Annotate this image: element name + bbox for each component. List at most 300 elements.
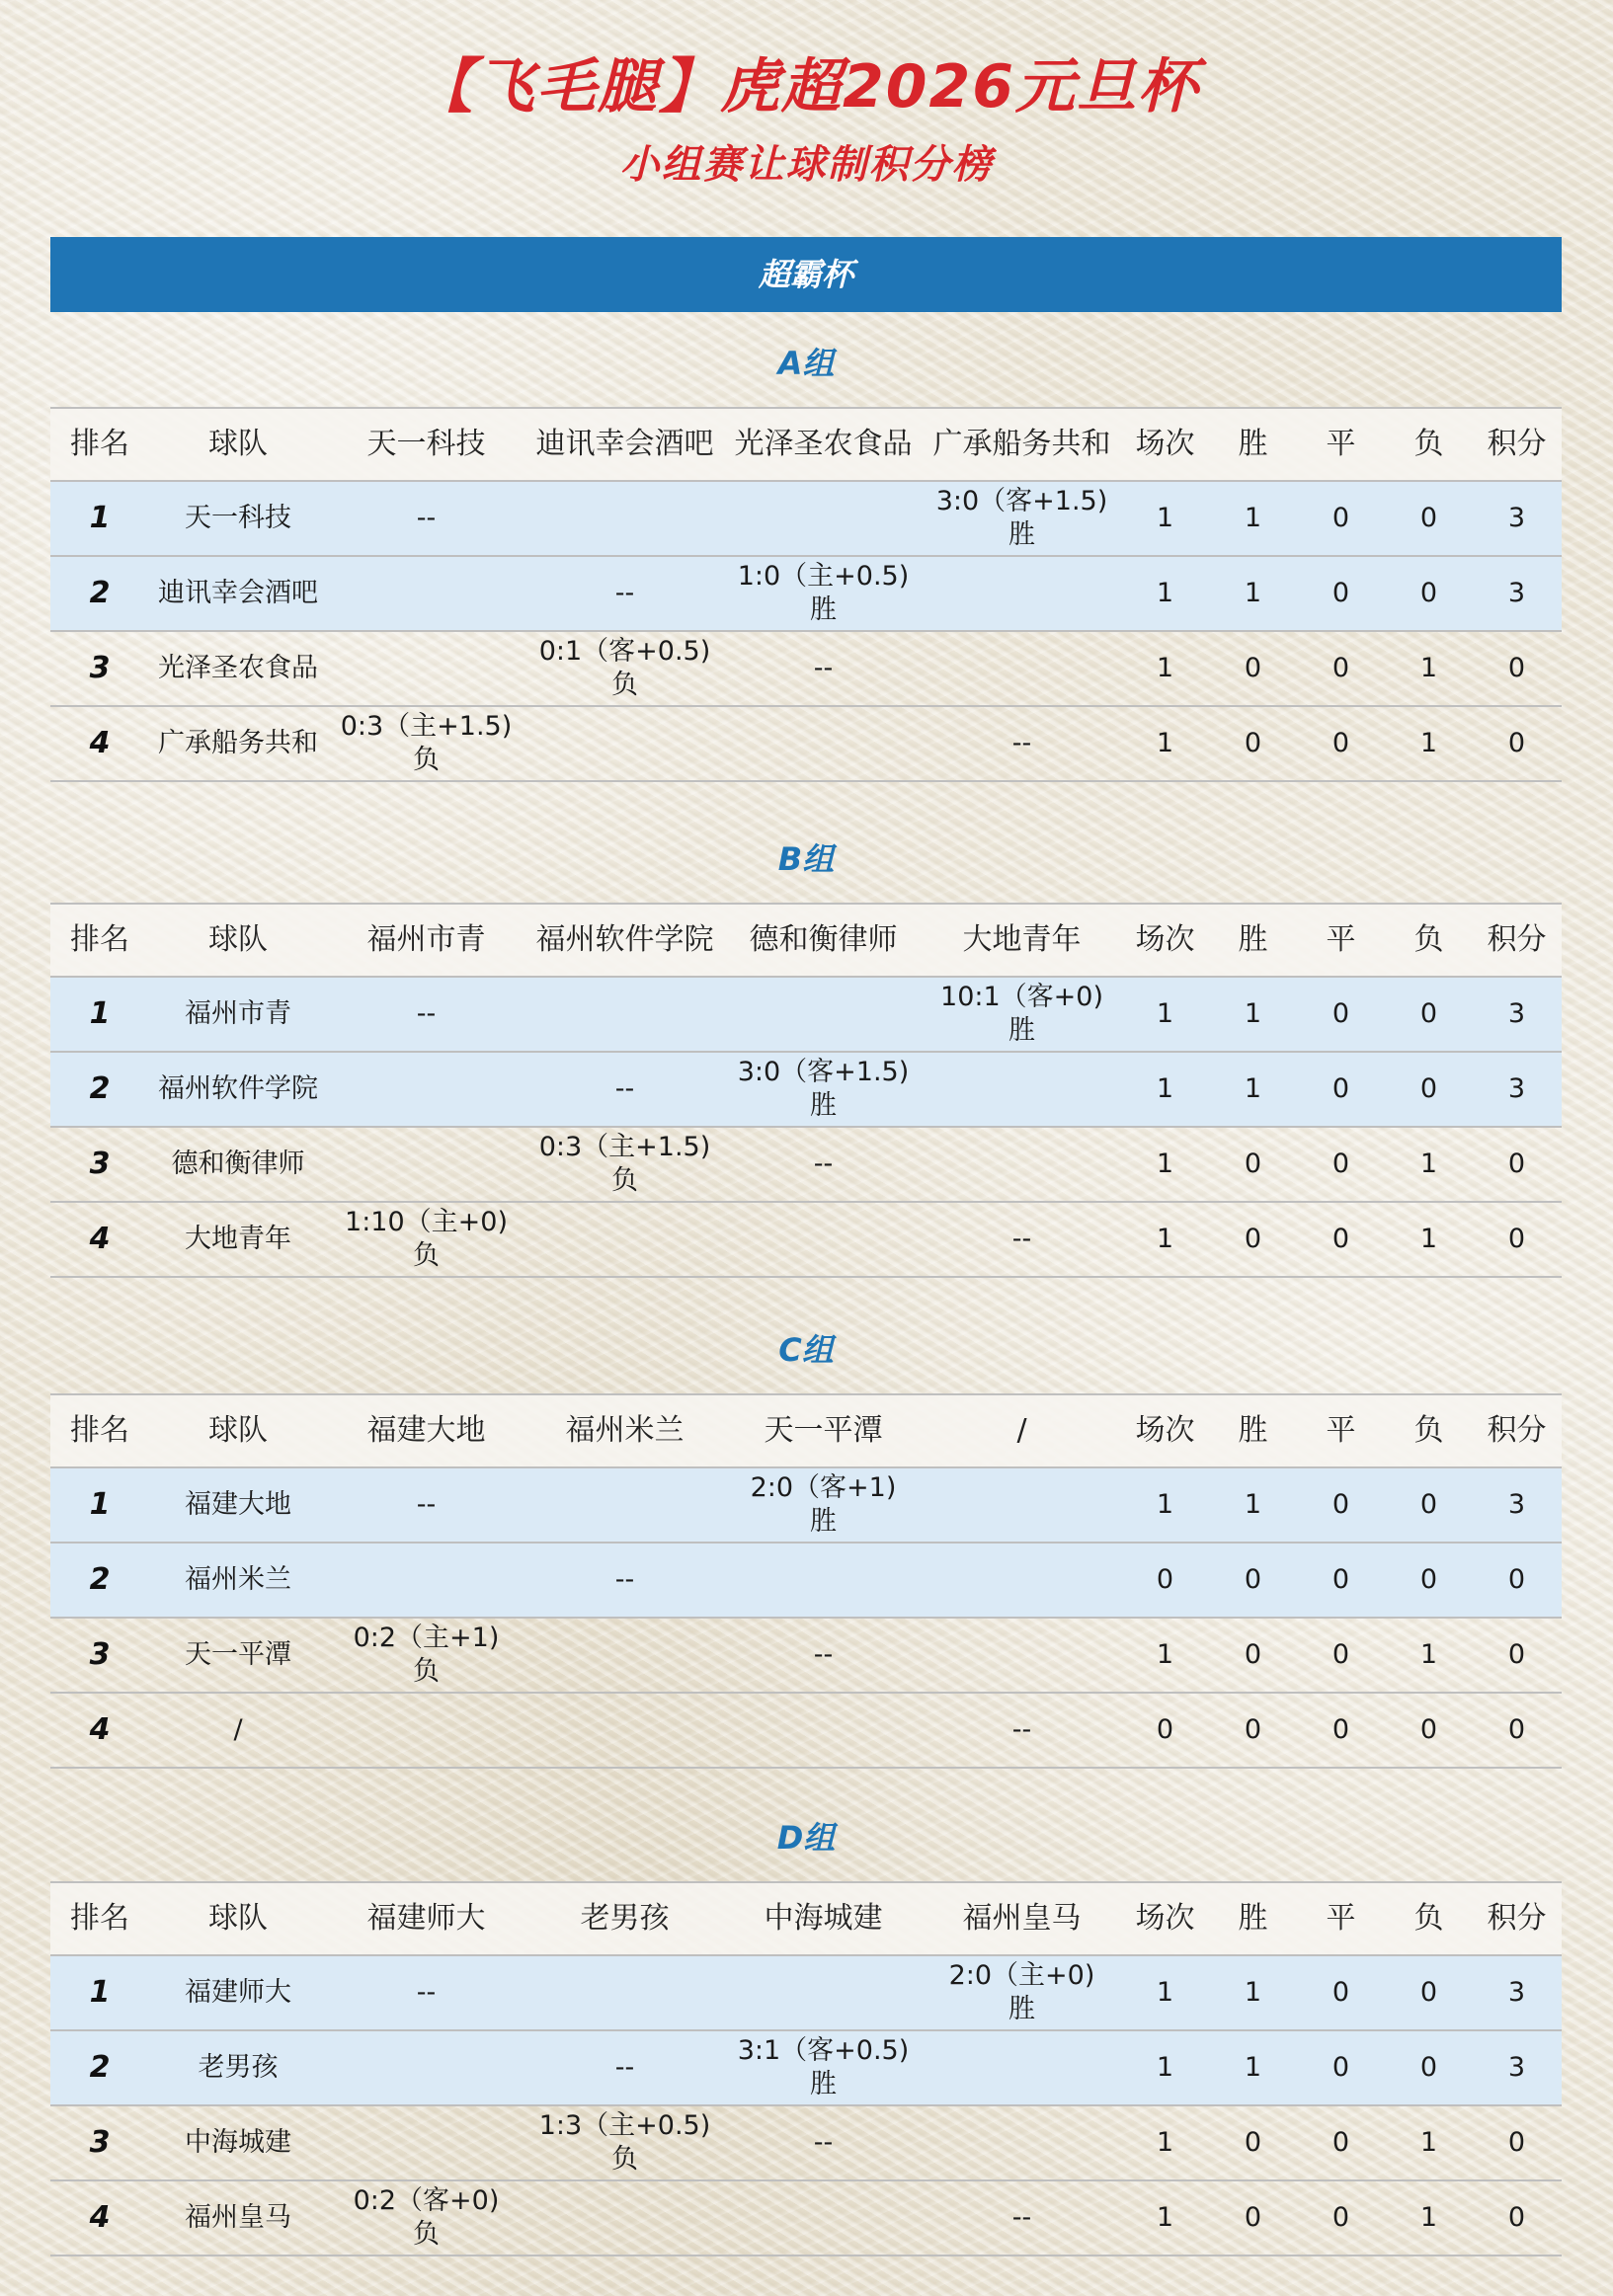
match-outcome: 胜 [1008, 1994, 1035, 2024]
match-result-cell [327, 1544, 525, 1617]
table-row [50, 557, 1562, 632]
match-result-cell [525, 2031, 724, 2104]
points-value: 0 [1507, 728, 1526, 759]
win-value: 0 [1244, 2127, 1262, 2159]
match-score: -- [813, 1639, 834, 1671]
points-value: 0 [1507, 1148, 1526, 1180]
rank-number: 2 [89, 1071, 111, 1107]
played-value: 1 [1156, 1639, 1174, 1671]
match-score: -- [813, 2127, 834, 2159]
match-score: 3:0（客+1.5) [935, 486, 1108, 517]
match-result-cell [525, 1956, 724, 2029]
match-result-cell [525, 482, 724, 555]
header-played: 场次 [1135, 922, 1195, 958]
draw-value: 0 [1331, 2202, 1350, 2234]
played-value: 1 [1156, 578, 1174, 609]
table-header-row [50, 407, 1562, 482]
header-loss: 负 [1413, 1413, 1444, 1449]
match-result-cell [724, 1956, 923, 2029]
team-name: 福建师大 [185, 1977, 291, 2009]
header-played: 场次 [1135, 1413, 1195, 1449]
loss-value: 0 [1419, 1977, 1438, 2009]
rank-number: 3 [89, 1147, 111, 1182]
team-name: 福建大地 [185, 1489, 291, 1521]
rank-number: 4 [89, 2200, 111, 2236]
match-result-cell [724, 1203, 923, 1276]
win-value: 1 [1244, 1489, 1262, 1521]
match-result-cell [923, 1053, 1121, 1126]
match-result-cell [525, 2106, 724, 2179]
match-score: -- [1011, 728, 1032, 759]
table-row [50, 2181, 1562, 2256]
match-score: 2:0（主+0) [948, 1960, 1095, 1992]
match-result-cell [724, 2181, 923, 2255]
played-value: 1 [1156, 2202, 1174, 2234]
match-result-cell [525, 557, 724, 630]
standings-table [50, 1881, 1562, 2256]
table-row [50, 707, 1562, 782]
win-value: 1 [1244, 578, 1262, 609]
match-outcome: 胜 [1008, 1015, 1035, 1046]
table-header-row [50, 1881, 1562, 1956]
header-opponent: 天一科技 [366, 427, 486, 462]
match-result-cell [525, 707, 724, 780]
header-rank: 排名 [70, 1901, 129, 1937]
win-value: 1 [1244, 503, 1262, 534]
match-result-cell [923, 2031, 1121, 2104]
group-title: C组 [778, 1331, 834, 1369]
table-row [50, 482, 1562, 557]
loss-value: 1 [1419, 1148, 1438, 1180]
header-draw: 平 [1326, 1901, 1356, 1937]
points-value: 0 [1507, 1224, 1526, 1255]
rank-cell [50, 1203, 149, 1276]
match-score: -- [1011, 1714, 1032, 1746]
match-result-cell [724, 1544, 923, 1617]
loss-value: 0 [1419, 2052, 1438, 2084]
header-opponent: 老男孩 [580, 1901, 670, 1937]
match-result-cell [327, 1956, 525, 2029]
rank-cell [50, 2031, 149, 2104]
header-opponent: 广承船务共和 [932, 427, 1111, 462]
table-header-row [50, 1393, 1562, 1468]
match-result-cell [525, 1468, 724, 1542]
loss-value: 0 [1419, 998, 1438, 1030]
page-title: 【飞毛腿】虎超2026元旦杯 [414, 52, 1199, 121]
points-value: 0 [1507, 1714, 1526, 1746]
win-value: 0 [1244, 653, 1262, 684]
played-value: 1 [1156, 998, 1174, 1030]
match-result-cell [724, 1619, 923, 1692]
draw-value: 0 [1331, 728, 1350, 759]
rank-number: 3 [89, 1637, 111, 1673]
match-score: 2:0（客+1) [750, 1472, 897, 1504]
draw-value: 0 [1331, 1073, 1350, 1105]
header-points: 积分 [1487, 922, 1547, 958]
played-value: 1 [1156, 1977, 1174, 2009]
header-opponent: 福建师大 [366, 1901, 486, 1937]
match-result-cell [525, 1544, 724, 1617]
group-title: A组 [777, 345, 835, 382]
header-opponent: 天一平潭 [764, 1413, 883, 1449]
group-1 [50, 334, 1562, 782]
match-result-cell [327, 1468, 525, 1542]
match-score: 0:2（主+1) [353, 1623, 500, 1654]
match-score: 3:0（客+1.5) [737, 1057, 910, 1088]
header-opponent: 迪讯幸会酒吧 [535, 427, 714, 462]
rank-number: 2 [89, 576, 111, 611]
match-outcome: 胜 [810, 594, 837, 625]
team-name: / [233, 1714, 243, 1746]
group-title: B组 [777, 840, 835, 878]
header-opponent: 中海城建 [764, 1901, 883, 1937]
rank-number: 1 [89, 501, 111, 536]
header-win: 胜 [1238, 1413, 1268, 1449]
match-score: 10:1（客+0) [940, 982, 1103, 1013]
played-value: 1 [1156, 728, 1174, 759]
match-result-cell [724, 2031, 923, 2104]
rank-cell [50, 632, 149, 705]
played-value: 1 [1156, 1489, 1174, 1521]
match-outcome: 负 [413, 1656, 440, 1687]
match-outcome: 负 [611, 670, 638, 700]
draw-value: 0 [1331, 578, 1350, 609]
header-draw: 平 [1326, 1413, 1356, 1449]
rank-number: 1 [89, 1975, 111, 2011]
match-result-cell [724, 707, 923, 780]
match-result-cell [923, 1203, 1121, 1276]
header-win: 胜 [1238, 922, 1268, 958]
team-name: 迪讯幸会酒吧 [158, 578, 318, 609]
header-opponent: 德和衡律师 [749, 922, 898, 958]
match-score: 1:0（主+0.5) [737, 561, 910, 593]
header-team: 球队 [208, 922, 268, 958]
group-3 [50, 1320, 1562, 1769]
header-opponent: 光泽圣农食品 [734, 427, 913, 462]
loss-value: 1 [1419, 2127, 1438, 2159]
rank-cell [50, 1128, 149, 1201]
match-score: -- [614, 2052, 635, 2084]
header-opponent: 福州皇马 [962, 1901, 1082, 1937]
table-row [50, 2031, 1562, 2106]
match-result-cell [923, 1956, 1121, 2029]
loss-value: 0 [1419, 578, 1438, 609]
match-result-cell [923, 707, 1121, 780]
header-rank: 排名 [70, 427, 129, 462]
team-name: 福州软件学院 [158, 1073, 318, 1105]
header-draw: 平 [1326, 922, 1356, 958]
rank-cell [50, 1694, 149, 1767]
match-result-cell [327, 2181, 525, 2255]
match-outcome: 胜 [810, 1090, 837, 1121]
match-score: -- [1011, 1224, 1032, 1255]
rank-cell [50, 1053, 149, 1126]
draw-value: 0 [1331, 1489, 1350, 1521]
rank-cell [50, 1468, 149, 1542]
match-result-cell [724, 632, 923, 705]
standings-table [50, 903, 1562, 1278]
header-played: 场次 [1135, 427, 1195, 462]
match-result-cell [923, 482, 1121, 555]
table-row [50, 1053, 1562, 1128]
match-result-cell [923, 1619, 1121, 1692]
played-value: 1 [1156, 1224, 1174, 1255]
match-result-cell [327, 632, 525, 705]
team-name: 福州米兰 [185, 1564, 291, 1596]
draw-value: 0 [1331, 1714, 1350, 1746]
match-score: 0:3（主+1.5) [538, 1132, 711, 1163]
team-name: 德和衡律师 [171, 1148, 305, 1180]
table-row [50, 1694, 1562, 1769]
team-name: 中海城建 [185, 2127, 291, 2159]
match-outcome: 负 [413, 745, 440, 775]
match-result-cell [724, 1053, 923, 1126]
match-result-cell [724, 1468, 923, 1542]
rank-number: 4 [89, 1712, 111, 1748]
draw-value: 0 [1331, 998, 1350, 1030]
draw-value: 0 [1331, 1148, 1350, 1180]
match-result-cell [525, 632, 724, 705]
table-row [50, 1128, 1562, 1203]
match-result-cell [327, 1128, 525, 1201]
draw-value: 0 [1331, 503, 1350, 534]
rank-cell [50, 2106, 149, 2179]
win-value: 1 [1244, 1977, 1262, 2009]
match-score: 0:3（主+1.5) [340, 711, 513, 743]
rank-cell [50, 1956, 149, 2029]
match-score: -- [416, 503, 437, 534]
rank-cell [50, 978, 149, 1051]
header-opponent: 福州市青 [366, 922, 486, 958]
win-value: 1 [1244, 1073, 1262, 1105]
team-name: 福州市青 [185, 998, 291, 1030]
win-value: 0 [1244, 1148, 1262, 1180]
points-value: 0 [1507, 1564, 1526, 1596]
points-value: 3 [1507, 578, 1526, 609]
draw-value: 0 [1331, 2052, 1350, 2084]
draw-value: 0 [1331, 1564, 1350, 1596]
match-result-cell [327, 482, 525, 555]
match-result-cell [724, 482, 923, 555]
played-value: 1 [1156, 653, 1174, 684]
match-result-cell [525, 1053, 724, 1126]
match-score: -- [416, 1489, 437, 1521]
match-result-cell [525, 1128, 724, 1201]
rank-number: 4 [89, 1222, 111, 1257]
played-value: 0 [1156, 1714, 1174, 1746]
header-opponent: 福建大地 [366, 1413, 486, 1449]
match-outcome: 负 [413, 2219, 440, 2250]
standings-table [50, 407, 1562, 782]
rank-cell [50, 707, 149, 780]
header-team: 球队 [208, 1413, 268, 1449]
table-row [50, 2106, 1562, 2181]
rank-number: 1 [89, 1487, 111, 1523]
points-value: 0 [1507, 2127, 1526, 2159]
match-result-cell [923, 978, 1121, 1051]
group-4 [50, 1808, 1562, 2256]
match-score: 3:1（客+0.5) [737, 2035, 910, 2067]
table-row [50, 1956, 1562, 2031]
match-outcome: 负 [611, 2144, 638, 2175]
match-score: 1:3（主+0.5) [538, 2110, 711, 2142]
match-result-cell [923, 1468, 1121, 1542]
table-row [50, 632, 1562, 707]
match-result-cell [923, 2181, 1121, 2255]
win-value: 0 [1244, 1639, 1262, 1671]
match-score: -- [614, 1564, 635, 1596]
header-rank: 排名 [70, 922, 129, 958]
win-value: 0 [1244, 1224, 1262, 1255]
win-value: 1 [1244, 2052, 1262, 2084]
match-outcome: 负 [611, 1165, 638, 1196]
match-result-cell [525, 1694, 724, 1767]
draw-value: 0 [1331, 1639, 1350, 1671]
team-name: 光泽圣农食品 [158, 653, 318, 684]
win-value: 0 [1244, 2202, 1262, 2234]
table-row [50, 1544, 1562, 1619]
header-loss: 负 [1413, 427, 1444, 462]
rank-cell [50, 1619, 149, 1692]
table-row [50, 1468, 1562, 1544]
rank-number: 2 [89, 2050, 111, 2086]
match-result-cell [923, 2106, 1121, 2179]
match-score: -- [614, 1073, 635, 1105]
match-result-cell [327, 2031, 525, 2104]
points-value: 3 [1507, 503, 1526, 534]
loss-value: 0 [1419, 1073, 1438, 1105]
win-value: 0 [1244, 1564, 1262, 1596]
match-score: -- [614, 578, 635, 609]
match-outcome: 胜 [810, 1506, 837, 1537]
match-result-cell [327, 1619, 525, 1692]
match-score: -- [813, 1148, 834, 1180]
draw-value: 0 [1331, 653, 1350, 684]
header-points: 积分 [1487, 1901, 1547, 1937]
points-value: 3 [1507, 1489, 1526, 1521]
match-result-cell [327, 1694, 525, 1767]
header-win: 胜 [1238, 1901, 1268, 1937]
group-2 [50, 830, 1562, 1278]
points-value: 3 [1507, 1073, 1526, 1105]
rank-cell [50, 2181, 149, 2255]
rank-number: 2 [89, 1562, 111, 1598]
match-score: -- [416, 1977, 437, 2009]
rank-number: 3 [89, 2125, 111, 2161]
match-result-cell [525, 1619, 724, 1692]
match-score: 0:2（客+0) [353, 2185, 500, 2217]
match-result-cell [327, 1203, 525, 1276]
table-row [50, 1203, 1562, 1278]
header-opponent: 大地青年 [962, 922, 1082, 958]
match-result-cell [724, 1694, 923, 1767]
team-name: 广承船务共和 [158, 728, 318, 759]
header-rank: 排名 [70, 1413, 129, 1449]
header-team: 球队 [208, 1901, 268, 1937]
standings-table [50, 1393, 1562, 1769]
rank-cell [50, 482, 149, 555]
table-row [50, 1619, 1562, 1694]
match-result-cell [724, 978, 923, 1051]
team-name: 天一科技 [185, 503, 291, 534]
match-result-cell [923, 632, 1121, 705]
team-name: 福州皇马 [185, 2202, 291, 2234]
draw-value: 0 [1331, 1224, 1350, 1255]
header-points: 积分 [1487, 1413, 1547, 1449]
match-outcome: 胜 [810, 2069, 837, 2099]
rank-number: 3 [89, 651, 111, 686]
draw-value: 0 [1331, 1977, 1350, 2009]
match-result-cell [525, 1203, 724, 1276]
match-score: 1:10（主+0) [345, 1207, 508, 1238]
loss-value: 0 [1419, 503, 1438, 534]
points-value: 0 [1507, 653, 1526, 684]
group-title: D组 [776, 1819, 836, 1857]
team-name: 大地青年 [185, 1224, 291, 1255]
draw-value: 0 [1331, 2127, 1350, 2159]
header-played: 场次 [1135, 1901, 1195, 1937]
points-value: 0 [1507, 1639, 1526, 1671]
win-value: 0 [1244, 1714, 1262, 1746]
cup-banner: 超霸杯 [50, 237, 1562, 312]
played-value: 1 [1156, 2052, 1174, 2084]
win-value: 0 [1244, 728, 1262, 759]
header-opponent: 福州软件学院 [535, 922, 714, 958]
match-result-cell [327, 2106, 525, 2179]
header-opponent: 福州米兰 [565, 1413, 685, 1449]
match-result-cell [327, 978, 525, 1051]
match-result-cell [923, 1544, 1121, 1617]
match-score: -- [1011, 2202, 1032, 2234]
played-value: 1 [1156, 1073, 1174, 1105]
loss-value: 1 [1419, 728, 1438, 759]
header-opponent: / [1016, 1413, 1027, 1449]
loss-value: 0 [1419, 1714, 1438, 1746]
loss-value: 1 [1419, 1639, 1438, 1671]
header-loss: 负 [1413, 922, 1444, 958]
header-loss: 负 [1413, 1901, 1444, 1937]
header-points: 积分 [1487, 427, 1547, 462]
match-result-cell [724, 2106, 923, 2179]
played-value: 0 [1156, 1564, 1174, 1596]
match-result-cell [724, 557, 923, 630]
match-outcome: 胜 [1008, 519, 1035, 550]
loss-value: 0 [1419, 1564, 1438, 1596]
table-header-row [50, 903, 1562, 978]
match-result-cell [923, 1694, 1121, 1767]
match-result-cell [724, 1128, 923, 1201]
points-value: 3 [1507, 1977, 1526, 2009]
page-subtitle: 小组赛让球制积分榜 [619, 142, 994, 188]
loss-value: 1 [1419, 1224, 1438, 1255]
match-result-cell [327, 1053, 525, 1126]
points-value: 3 [1507, 2052, 1526, 2084]
rank-cell [50, 557, 149, 630]
loss-value: 1 [1419, 2202, 1438, 2234]
header-draw: 平 [1326, 427, 1356, 462]
loss-value: 1 [1419, 653, 1438, 684]
played-value: 1 [1156, 2127, 1174, 2159]
played-value: 1 [1156, 503, 1174, 534]
match-result-cell [525, 2181, 724, 2255]
team-name: 天一平潭 [185, 1639, 291, 1671]
win-value: 1 [1244, 998, 1262, 1030]
match-result-cell [923, 557, 1121, 630]
points-value: 3 [1507, 998, 1526, 1030]
match-result-cell [525, 978, 724, 1051]
match-result-cell [327, 707, 525, 780]
match-score: -- [813, 653, 834, 684]
